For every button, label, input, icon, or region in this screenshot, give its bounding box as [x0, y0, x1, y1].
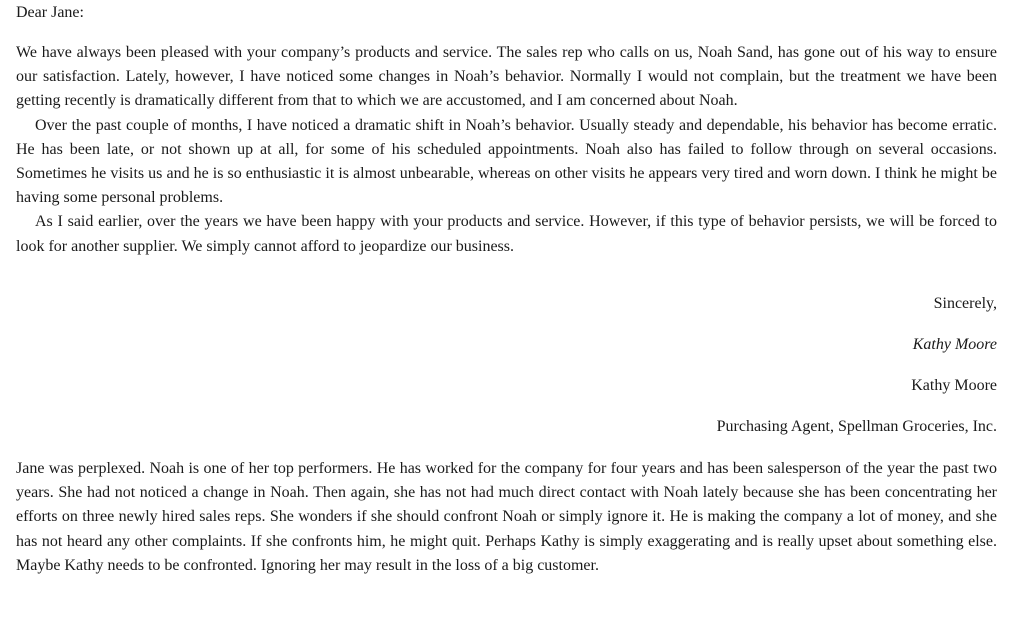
letter-signature: Kathy Moore [912, 336, 997, 353]
letter-paragraph-1: We have always been pleased with your company’s products and service. The sales rep who calls on us, Noah Sand, has gone out of his way to ensure our satisfaction. Lately, however, I have noticed some changes in Noah’s behavior. Normally I would not complain, but the treatment we have been getting recently is dramatically different from that to which we are accustomed, and I am concerned about Noah. [16, 44, 997, 110]
letter-typed-name: Kathy Moore [911, 377, 997, 394]
letter-sender-title: Purchasing Agent, Spellman Groceries, Inc. [716, 418, 997, 435]
letter-salutation: Dear Jane: [16, 4, 84, 21]
narrative-paragraph: Jane was perplexed. Noah is one of her top performers. He has worked for the company for four years and has been salesperson of the year the past two years. She had not noticed a change in Noah. Then again, she has not had much direct contact with Noah lately because she has been concentrating her efforts on three newly hired sales reps. She wonders if she should confront Noah or simply ignore it. He is making the company a lot of money, and she has not heard any other complaints. If she confronts him, he might quit. Perhaps Kathy is simply exaggerating and is really upset about something else. Maybe Kathy needs to be confronted. Ignoring her may result in the loss of a big customer. [16, 460, 997, 574]
letter-closing: Sincerely, [933, 295, 997, 312]
letter-paragraph-2: Over the past couple of months, I have noticed a dramatic shift in Noah’s behavior. Usually steady and dependable, his behavior has become erratic. He has been late, or not shown up at all, for some of his scheduled appointments. Noah also has failed to follow through on several occasions. Sometimes he visits us and he is so enthusiastic it is almost unbearable, whereas on other visits he appears very tired and worn down. I think he might be having some personal problems. [16, 116, 997, 207]
letter-paragraph-3: As I said earlier, over the years we have been happy with your products and service. However, if this type of behavior persists, we will be forced to look for another supplier. We simply cannot afford to jeopardize our business. [16, 213, 997, 255]
letter-body [16, 41, 997, 259]
